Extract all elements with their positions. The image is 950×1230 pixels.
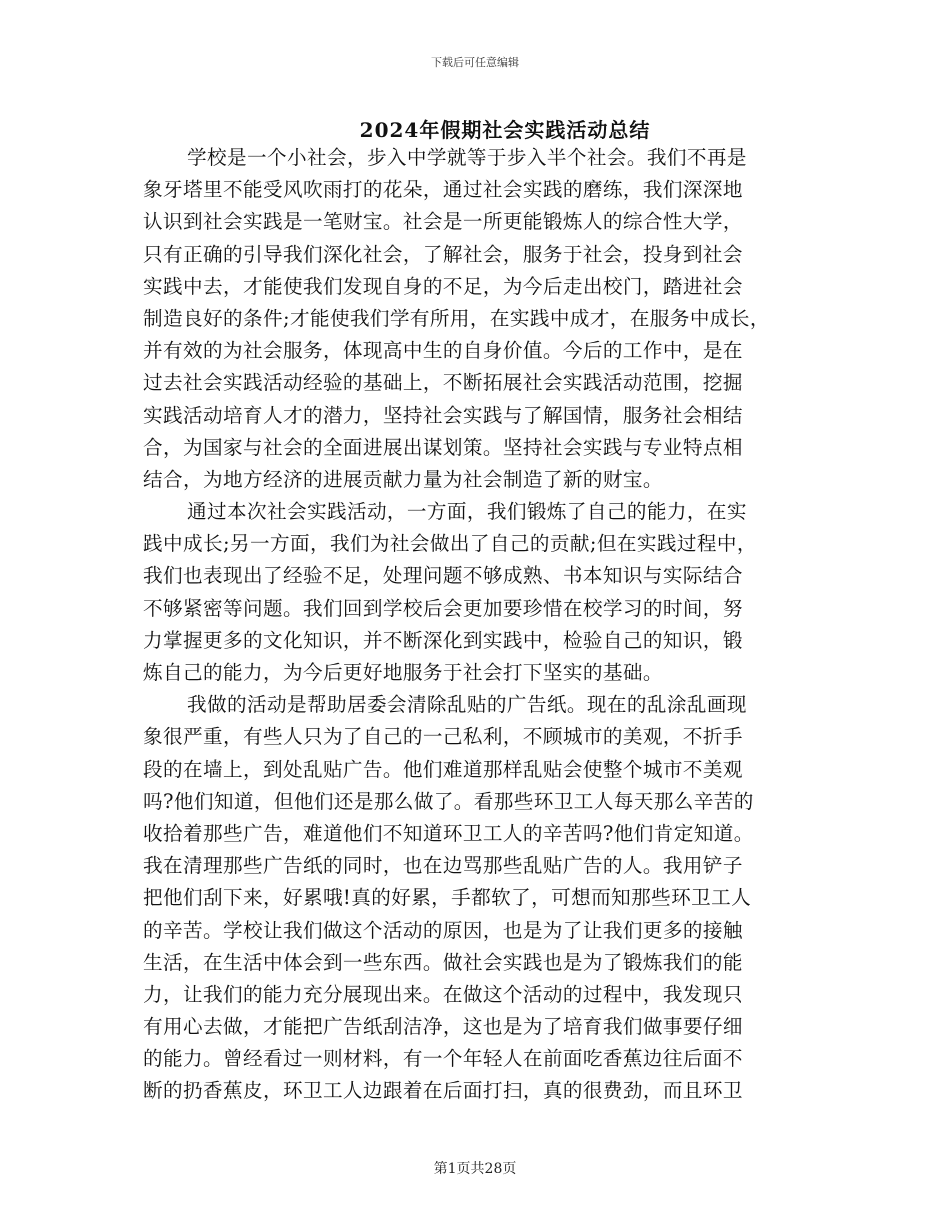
document-body <box>143 142 811 1108</box>
text-line: 力，让我们的能力充分展现出来。在做这个活动的过程中，我发现只 <box>143 982 743 1006</box>
text-line: 学校是一个小社会，步入中学就等于步入半个社会。我们不再是 <box>187 146 747 169</box>
text-line: 过去社会实践活动经验的基础上，不断拓展社会实践活动范围，挖掘 <box>143 371 743 395</box>
text-line: 力掌握更多的文化知识，并不断深化到实践中，检验自己的知识，锻 <box>143 628 743 652</box>
text-line: 实践中去，才能使我们发现自身的不足，为今后走出校门，踏进社会 <box>143 274 743 298</box>
text-line: 并有效的为社会服务，体现高中生的自身价值。今后的工作中，是在 <box>143 339 743 363</box>
text-line: 通过本次社会实践活动，一方面，我们锻炼了自己的能力，在实 <box>187 500 747 524</box>
text-line: 象很严重，有些人只为了自己的一己私利，不顾城市的美观，不折手 <box>143 725 743 749</box>
text-line: 践中成长;另一方面，我们为社会做出了自己的贡献;但在实践过程中， <box>143 532 757 556</box>
text-line: 断的扔香蕉皮，环卫工人边跟着在后面打扫，真的很费劲，而且环卫 <box>143 1079 743 1103</box>
page-title: 2024年假期社会实践活动总结 <box>359 118 651 142</box>
text-line: 收拾着那些广告，难道他们不知道环卫工人的辛苦吗?他们肯定知道。 <box>143 821 754 845</box>
text-line: 只有正确的引导我们深化社会，了解社会，服务于社会，投身到社会 <box>143 242 743 266</box>
text-line: 我做的活动是帮助居委会清除乱贴的广告纸。现在的乱涂乱画现 <box>187 693 747 717</box>
text-line: 我在清理那些广告纸的同时，也在边骂那些乱贴广告的人。我用铲子 <box>143 854 743 878</box>
text-line: 我们也表现出了经验不足，处理问题不够成熟、书本知识与实际结合 <box>143 564 743 588</box>
text-line: 把他们刮下来，好累哦!真的好累，手都软了，可想而知那些环卫工人 <box>143 886 752 910</box>
text-line: 的辛苦。学校让我们做这个活动的原因，也是为了让我们更多的接触 <box>143 918 743 942</box>
text-line: 象牙塔里不能受风吹雨打的花朵，通过社会实践的磨练，我们深深地 <box>143 178 743 202</box>
text-line: 制造良好的条件;才能使我们学有所用，在实践中成才，在服务中成长， <box>143 306 770 330</box>
text-line: 有用心去做，才能把广告纸刮洁净，这也是为了培育我们做事要仔细 <box>143 1015 743 1039</box>
page-footer-number: 第1页共28页 <box>433 1161 517 1177</box>
text-line: 吗?他们知道，但他们还是那么做了。看那些环卫工人每天那么辛苦的 <box>143 789 754 813</box>
text-line: 合，为国家与社会的全面进展出谋划策。坚持社会实践与专业特点相 <box>143 435 743 459</box>
text-line: 的能力。曾经看过一则材料，有一个年轻人在前面吃香蕉边往后面不 <box>143 1047 743 1071</box>
text-line: 段的在墙上，到处乱贴广告。他们难道那样乱贴会使整个城市不美观 <box>143 757 743 781</box>
text-line: 结合，为地方经济的进展贡献力量为社会制造了新的财宝。 <box>143 467 663 491</box>
text-line: 实践活动培育人才的潜力，坚持社会实践与了解国情，服务社会相结 <box>143 403 743 427</box>
text-line: 生活，在生活中体会到一些东西。做社会实践也是为了锻炼我们的能 <box>143 950 743 974</box>
page-header-note: 下载后可任意编辑 <box>431 56 519 69</box>
text-line: 炼自己的能力，为今后更好地服务于社会打下坚实的基础。 <box>143 661 663 684</box>
text-line: 认识到社会实践是一笔财宝。社会是一所更能锻炼人的综合性大学， <box>143 210 743 234</box>
text-line: 不够紧密等问题。我们回到学校后会更加要珍惜在校学习的时间，努 <box>143 596 743 620</box>
